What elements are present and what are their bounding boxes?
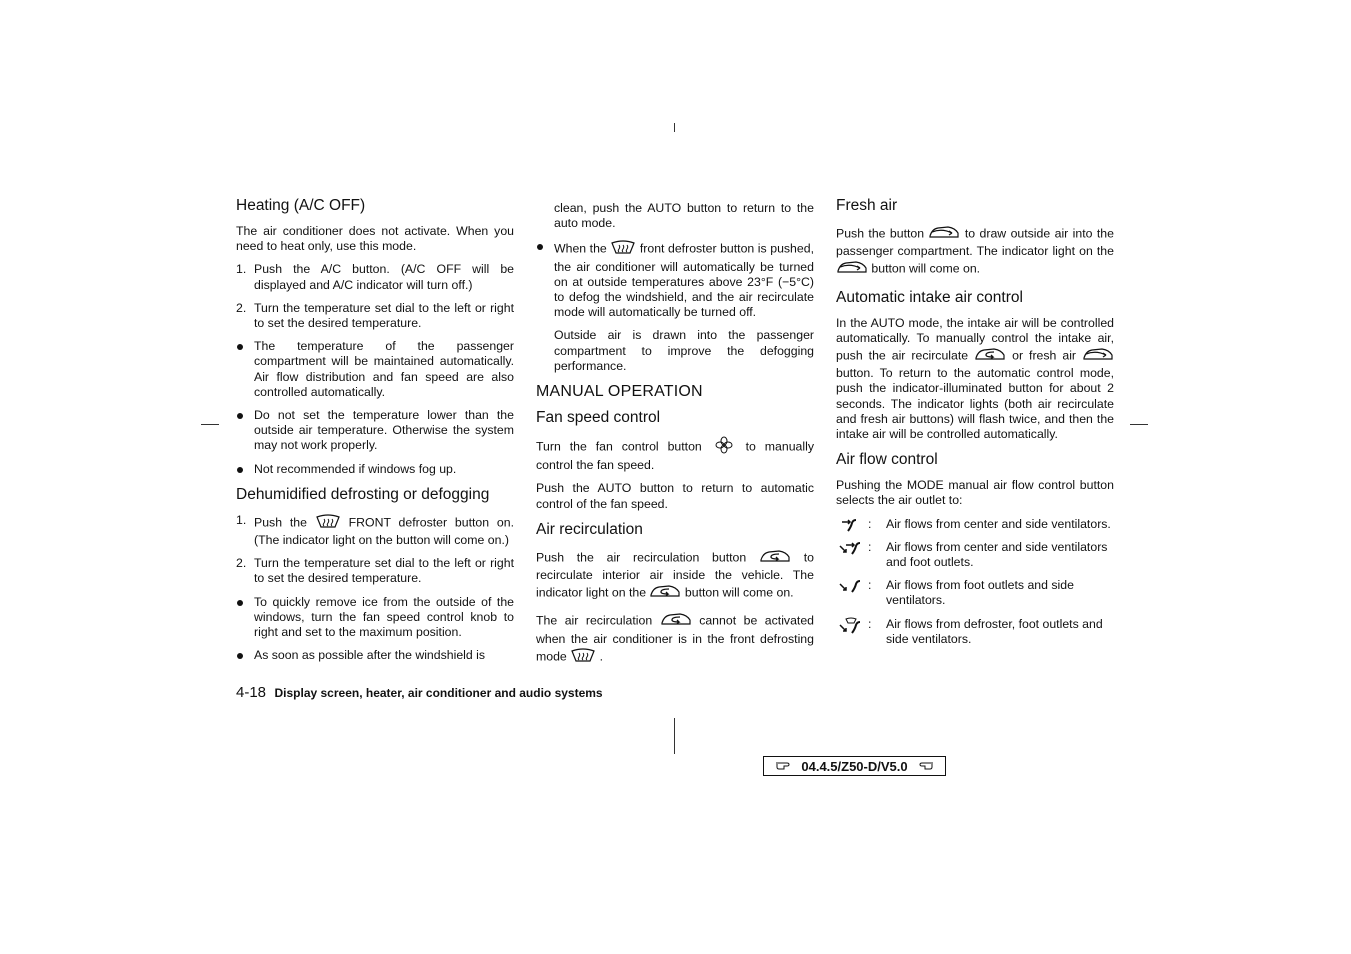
bullet-dot <box>537 244 543 250</box>
page-footer <box>236 684 603 702</box>
bullet-dot <box>237 413 243 419</box>
air-recirculation-icon <box>660 611 692 631</box>
mode-foot: : Air flows from foot outlets and side ventilators. <box>836 578 1114 608</box>
heat-bullet-2: Do not set the temperature lower than the outside air temperature. Otherwise the system may not work properly. <box>236 408 514 454</box>
heat-bullet-1: The temperature of the passenger compartment will be maintained automatically. Air flow distribution and fan speed are also controlled automatically. <box>236 339 514 400</box>
when-defroster-bullet: When the front defroster button is pushed, the air conditioner will automatically be turned on at outside temperatures above 23°F (−5°C) to defog the windshield, and the air recirculate mode will automatically be turned off. <box>536 239 814 320</box>
document-code-box <box>763 756 946 776</box>
mode-defrost-foot: : Air flows from defroster, foot outlets and side ventilators. <box>836 617 1114 647</box>
defrost-foot-mode-icon <box>838 617 864 639</box>
front-defroster-icon <box>610 239 636 259</box>
heading-fan-speed: Fan speed control <box>536 409 661 427</box>
airflow-paragraph: Pushing the MODE manual air flow control button selects the air outlet to: <box>836 478 1114 508</box>
dehum-bullet-1: To quickly remove ice from the outside of the windows, turn the fan speed control knob to right and set to the maximum position. <box>236 595 514 641</box>
page-number: 4-18 <box>236 684 267 701</box>
top-registration-mark <box>674 123 675 132</box>
dehum-step-1: 1. Push the FRONT defroster button on. (The indicator light on the button will come on.) <box>236 512 515 548</box>
fresh-air-icon <box>928 224 960 244</box>
document-code: 04.4.5/Z50-D/V5.0 <box>801 758 908 774</box>
column-3 <box>836 196 1114 655</box>
air-recirculation-icon <box>759 548 791 568</box>
recirc-defrost-paragraph: The air recirculation cannot be activated when the air conditioner is in the front defrosting mode . <box>536 611 814 667</box>
bullet-dot <box>237 600 243 606</box>
heading-air-recirculation: Air recirculation <box>536 520 643 538</box>
fresh-air-icon <box>836 259 868 279</box>
bottom-registration-mark <box>674 718 675 754</box>
air-recirculation-icon <box>974 346 1006 366</box>
fresh-air-icon <box>1082 346 1114 366</box>
continued-text: clean, push the AUTO button to return to the auto mode. <box>554 201 814 231</box>
vent-mode-icon <box>838 517 864 537</box>
dehum-bullet-2: As soon as possible after the windshield is <box>236 648 514 663</box>
column-2 <box>536 201 814 675</box>
air-recirculation-icon <box>649 583 681 603</box>
fresh-paragraph: Push the button to draw outside air into the passenger compartment. The indicator light on the button will come on. <box>836 224 1114 280</box>
dehum-step-2: 2. Turn the temperature set dial to the left or right to set the desired temperature. <box>236 556 514 586</box>
fan-paragraph: Turn the fan control button to manually control the fan speed. <box>536 436 814 473</box>
heat-bullet-3: Not recommended if windows fog up. <box>236 462 514 477</box>
foot-mode-icon <box>838 578 864 598</box>
heading-fresh-air: Fresh air <box>836 197 898 214</box>
fan-icon <box>711 436 737 458</box>
column-1 <box>236 196 514 671</box>
front-defroster-icon <box>315 513 341 533</box>
pointing-hand-icon <box>775 759 795 774</box>
heat-step-1: 1. Push the A/C button. (A/C OFF will be displayed and A/C indicator will turn off.) <box>236 262 514 292</box>
heat-step-2: 2. Turn the temperature set dial to the left or right to set the desired temperature. <box>236 300 514 331</box>
bullet-dot <box>237 653 243 659</box>
intake-paragraph: In the AUTO mode, the intake air will be controlled automatically. To manually control the intake air, push the air recirculate or fresh air button. To return to the automatic control mode, push the indicator-illuminated button for about 2 seconds. The indicator lights (both air recirculate and fresh air buttons) will flash twice, and then the intake air will be controlled automatically. <box>836 315 1114 442</box>
fan-auto-paragraph: Push the AUTO button to return to automatic control of the fan speed. <box>536 481 814 511</box>
heading-automatic-intake: Automatic intake air control <box>836 288 1023 306</box>
heading-dehumidified: Dehumidified defrosting or defogging <box>236 485 490 503</box>
heading-manual-operation: MANUAL OPERATION <box>536 383 703 401</box>
pointing-hand-icon <box>914 759 934 774</box>
mode-bi-level: : Air flows from center and side ventilators and foot outlets. <box>836 540 1114 570</box>
heading-air-flow-control: Air flow control <box>836 451 938 469</box>
recirc-paragraph: Push the air recirculation button to recirculate interior air inside the vehicle. The indicator light on the button will come on. <box>536 548 814 604</box>
bullet-dot <box>237 344 243 350</box>
mode-vent: : Air flows from center and side ventilators. <box>836 517 1114 532</box>
bi-level-mode-icon <box>838 540 864 560</box>
right-registration-mark <box>1130 424 1148 425</box>
footer-title: Display screen, heater, air conditioner and audio systems <box>274 686 603 700</box>
heading-heating: Heating (A/C OFF) <box>236 197 366 214</box>
bullet-dot <box>237 467 243 473</box>
outside-air-note: Outside air is drawn into the passenger compartment to improve the defogging performance. <box>554 328 814 373</box>
front-defroster-icon <box>570 647 596 667</box>
heating-intro: The air conditioner does not activate. When you need to heat only, use this mode. <box>236 224 514 254</box>
left-registration-mark <box>201 424 219 425</box>
